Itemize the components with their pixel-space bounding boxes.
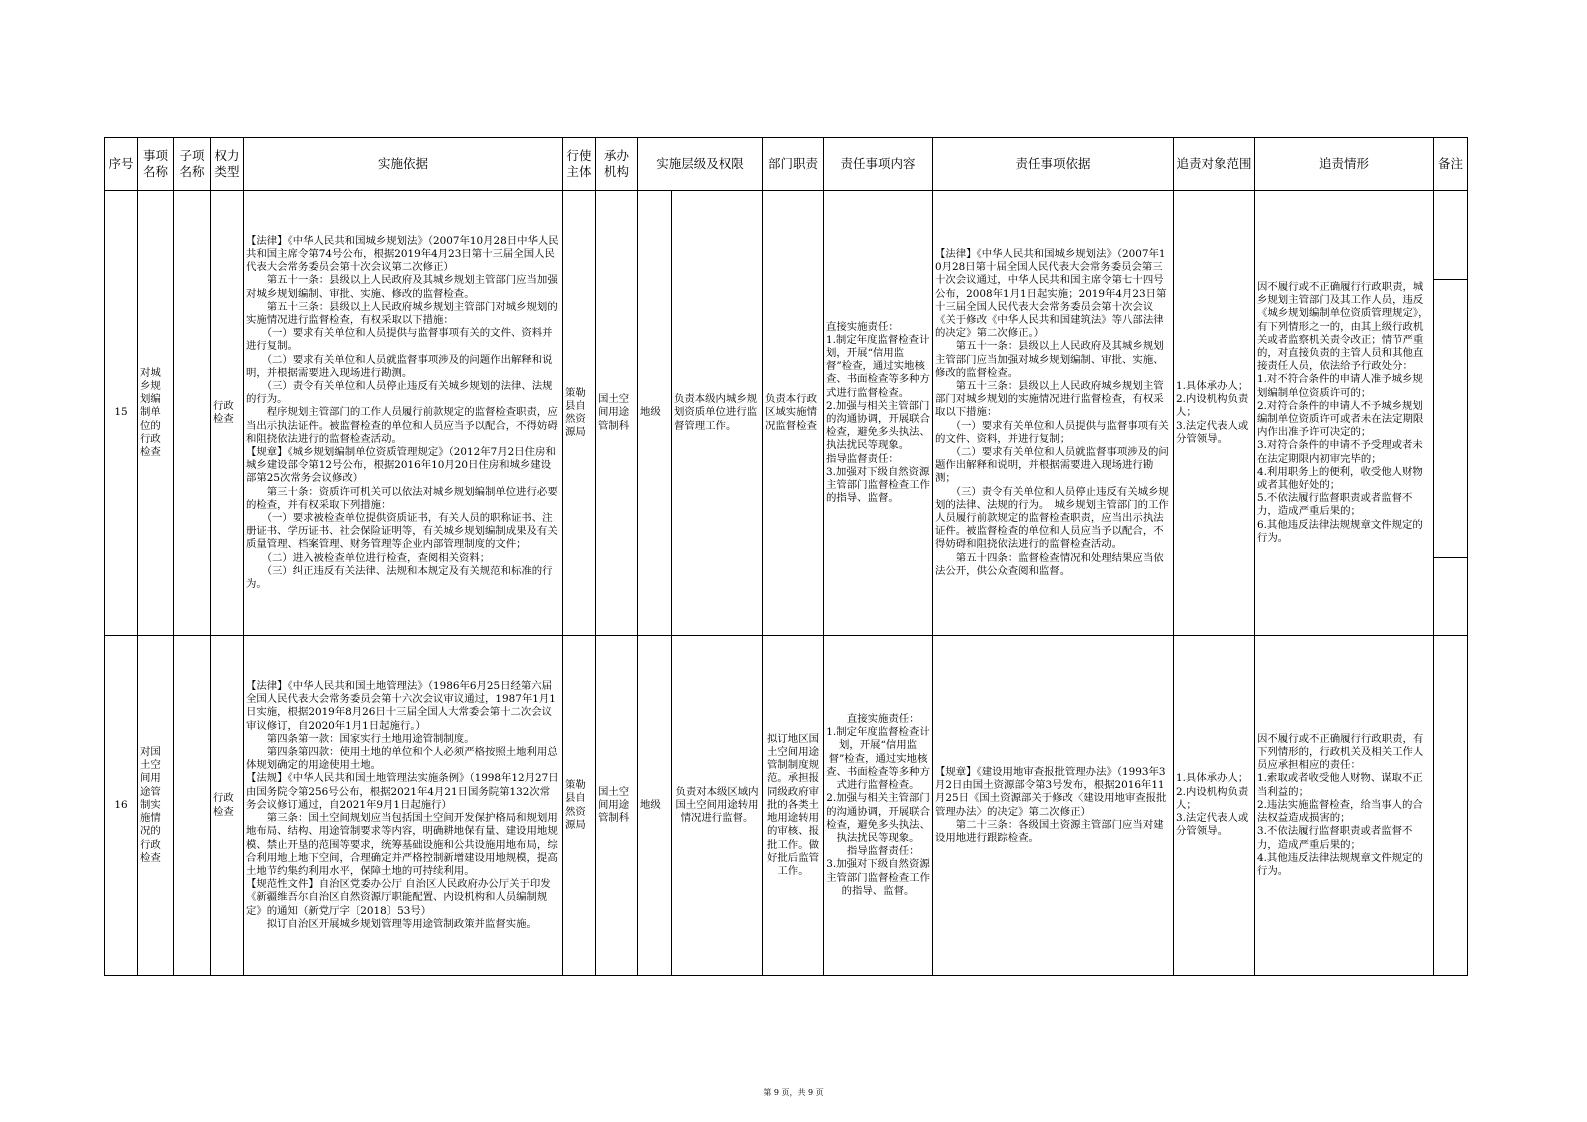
header-duty: 部门职责 [763,138,824,191]
power-list-table [104,137,1468,976]
row-remark [1434,191,1468,636]
header-org: 承办机构 [596,138,638,191]
header-resp-basis: 责任事项依据 [933,138,1174,191]
header-scope: 追责对象范围 [1174,138,1255,191]
row-duty: 拟订地区国土空间用途管制制度规范。承担报同级政府审批的各类土地用途转用的审核、报批工作。做好批后监管工作。 [763,636,824,976]
header-type: 权力类型 [211,138,244,191]
table-row [105,636,1468,976]
remark-divider [1434,279,1467,280]
header-row [105,138,1468,191]
row-basis: 【法律】《中华人民共和国土地管理法》（1986年6月25日经第六届全国人民代表大会常务委员会第十六次会议审议通过，1987年1月1日实施，根据2019年8月26日十三届全国人大常委会第十二次会议审议修订，自2020年1月1日起施行。） 第四条第一款：国家实行土地用途管制制度。 第四条第四款：使用土地的单位和个人必须严格按照土地利用总体规划确定的用途使用土地。 【法规】《中华人民共和国土地管理法实施条例》（1998年12月27日由国务院令第256号公布，根据2021年4月21日国务院第132次常务会议修订通过，自2021年9月1日起施行） 第三条：国土空间规划应当包括国土空间开发保护格局和规划用地布局、结构、用途管制要求等内容，明确耕地保有量、建设用地规模、禁止开垦的范围等要求，统筹基础设施和公共设施用地布局，综合利用地上地下空间，合理确定并严格控制新增建设用地规模，提高土地节约集约利用水平，保障土地的可持续利用。 【规范性文件】自治区党委办公厅 自治区人民政府办公厅关于印发《新疆维吾尔自治区自然资源厅职能配置、内设机构和人员编制规定》的通知（新党厅字〔2018〕53号） 拟订自治区开展城乡规划管理等用途管制政策并监督实施。 [244,636,563,976]
table-row [105,191,1468,636]
row-scope: 1.具体承办人； 2.内设机构负责人； 3.法定代表人或分管领导。 [1174,636,1255,976]
row-level: 地级 [638,636,672,976]
row-duty: 负责本行政区域实施情况监督检查 [763,191,824,636]
row-type: 行政检查 [211,191,244,636]
row-org: 国土空间用途管制科 [596,191,638,636]
row-situation: 因不履行或不正确履行行政职责，城乡规划主管部门及其工作人员，违反《城乡规划编制单位资质管理规定》，有下列情形之一的，由其上级行政机关或者监察机关责令改正；情节严重的，对直接负责的主管人员和其他直接责任人员，依法给予行政处分： 1.对不符合条件的申请人准予城乡规划编制单位资质许可的； 2.对符合条件的申请人不予城乡规划编制单位资质许可或者未在法定期限内作出准予许可决定的； 3.对符合条件的申请不予受理或者未在法定期限内初审完毕的； 4.利用职务上的便利，收受他人财物或者其他好处的； 5.不依法履行监督职责或者监督不力，造成严重后果的； 6.其他违反法律法规规章文件规定的行为。 [1255,191,1434,636]
row-type: 行政检查 [211,636,244,976]
row-seq: 15 [105,191,138,636]
header-subject: 行使主体 [563,138,596,191]
header-remark: 备注 [1434,138,1468,191]
header-seq: 序号 [105,138,138,191]
row-level-auth: 负责本级内城乡规划资质单位进行监督管理工作。 [672,191,763,636]
row-situation: 因不履行或不正确履行行政职责，有下列情形的，行政机关及相关工作人员应承担相应的责任： 1.索取或者收受他人财物、谋取不正当利益的； 2.违法实施监督检查，给当事人的合法权益造成损害的； 3.不依法履行监督职责或者监督不力，造成严重后果的； 4.其他违反法律法规规章文件规定的行为。 [1255,636,1434,976]
row-sub [174,191,211,636]
row-org: 国土空间用途管制科 [596,636,638,976]
header-level: 实施层级及权限 [638,138,763,191]
row-subject: 策勒县自然资源局 [563,191,596,636]
row-seq: 16 [105,636,138,976]
row-subject: 策勒县自然资源局 [563,636,596,976]
header-situation: 追责情形 [1255,138,1434,191]
row-basis: 【法律】《中华人民共和国城乡规划法》（2007年10月28日中华人民共和国主席令第74号公布，根据2019年4月23日第十三届全国人民代表大会常务委员会第十次会议第二次修正） 第五十一条：县级以上人民政府及其城乡规划主管部门应当加强对城乡规划编制、审批、实施、修改的监督检查。 第五十三条：县级以上人民政府城乡规划主管部门对城乡规划的实施情况进行监督检查，有权采取以下措施： （一）要求有关单位和人员提供与监督事项有关的文件、资料并进行复制。 （二）要求有关单位和人员就监督事项涉及的问题作出解释和说明，并根据需要进入现场进行勘测。 （三）责令有关单位和人员停止违反有关城乡规划的法律、法规的行为。 程序规划主管部门的工作人员履行前款规定的监督检查职责，应当出示执法证件。被监督检查的单位和人员应当予以配合，不得妨碍和阻挠依法进行的监督检查活动。 【规章】《城乡规划编制单位资质管理规定》（2012年7月2日住房和城乡建设部令第12号公布，根据2016年10月20日住房和城乡建设部第25次常务会议修改） 第三十条：资质许可机关可以依法对城乡规划编制单位进行必要的检查，并有权采取下列措施： （一）要求被检查单位提供资质证书，有关人员的职称证书、注册证书、学历证书、社会保险证明等，有关城乡规划编制成果及有关质量管理、档案管理、财务管理等企业内部管理制度的文件； （二）进入被检查单位进行检查，查阅相关资料； （三）纠正违反有关法律、法规和本规定及有关规范和标准的行为。 [244,191,563,636]
row-remark [1434,636,1468,976]
header-item: 事项名称 [138,138,174,191]
row-resp: 直接实施责任： 1.制定年度监督检查计划，开展“信用监督”检查，通过实地核查、书面检查等多种方式进行监督检查。 2.加强与相关主管部门的沟通协调，开展联合检查，避免多头执法、执法扰民等现象。 指导监督责任： 3.加强对下级自然资源主管部门监督检查工作的指导、监督。 [824,636,933,976]
row-item: 对国土空间用途管制实施情况的行政检查 [138,636,174,976]
row-resp: 直接实施责任： 1.制定年度监督检查计划，开展“信用监督”检查，通过实地核查、书面检查等多种方式进行监督检查。 2.加强与相关主管部门的沟通协调，开展联合检查，避免多头执法、执法扰民等现象。 指导监督责任： 3.加强对下级自然资源主管部门监督检查工作的指导、监督。 [824,191,933,636]
header-resp: 责任事项内容 [824,138,933,191]
row-item: 对城乡规划编制单位的行政检查 [138,191,174,636]
row-level: 地级 [638,191,672,636]
row-resp-basis: 【规章】《建设用地审查报批管理办法》（1993年3月2日由国土资源部令第3号发布，根据2016年11月25日《国土资源部关于修改〈建设用地审查报批管理办法〉的决定》第二次修正） 第二十三条：各级国土资源主管部门应当对建设用地进行跟踪检查。 [933,636,1174,976]
remark-divider [1434,557,1467,558]
row-sub [174,636,211,976]
header-basis: 实施依据 [244,138,563,191]
page-footer: 第 9 页，共 9 页 [763,1088,824,1097]
row-level-auth: 负责对本级区域内国土空间用途转用情况进行监督。 [672,636,763,976]
header-sub: 子项名称 [174,138,211,191]
row-scope: 1.具体承办人； 2.内设机构负责人； 3.法定代表人或分管领导。 [1174,191,1255,636]
row-resp-basis: 【法律】《中华人民共和国城乡规划法》（2007年10月28日第十届全国人民代表大会常务委员会第三十次会议通过，中华人民共和国主席令第七十四号公布，2008年1月1日起实施；2019年4月23日第十三届全国人民代表大会常务委员会第十次会议《关于修改《中华人民共和国建筑法》等八部法律的决定》第二次修正。） 第五十一条：县级以上人民政府及其城乡规划主管部门应当加强对城乡规划编制、审批、实施、修改的监督检查。 第五十三条：县级以上人民政府城乡规划主管部门对城乡规划的实施情况进行监督检查，有权采取以下措施： （一）要求有关单位和人员提供与监督事项有关的文件、资料，并进行复制； （二）要求有关单位和人员就监督事项涉及的问题作出解释和说明，并根据需要进入现场进行勘测； （三）责令有关单位和人员停止违反有关城乡规划的法律、法规的行为。 城乡规划主管部门的工作人员履行前款规定的监督检查职责，应当出示执法证件。被监督检查的单位和人员应当予以配合，不得妨碍和阻挠依法进行的监督检查活动。 第五十四条：监督检查情况和处理结果应当依法公开，供公众查阅和监督。 [933,191,1174,636]
